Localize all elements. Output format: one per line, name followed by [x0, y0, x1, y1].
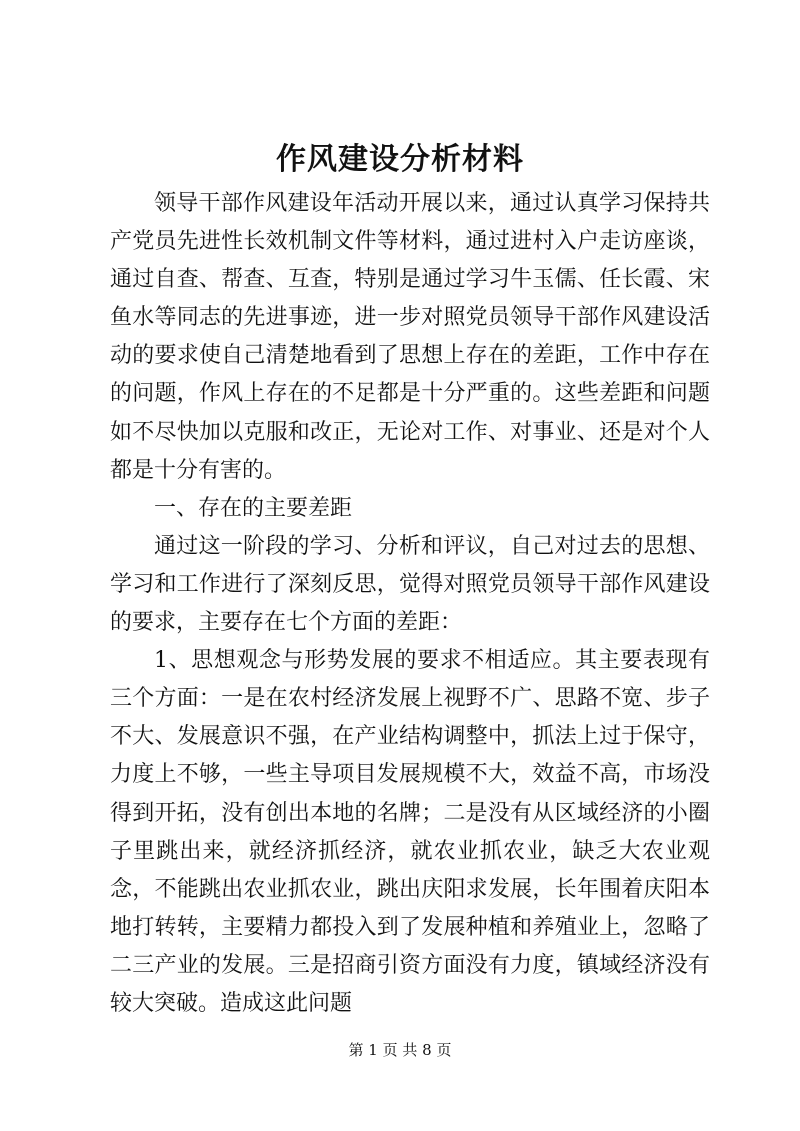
- document-title: 作风建设分析材料: [276, 142, 524, 177]
- paragraph-intro: 领导干部作风建设年活动开展以来，通过认真学习保持共产党员先进性长效机制文件等材料，通过进村入户走访座谈，通过自查、帮查、互查，特别是通过学习牛玉儒、任长霞、宋鱼水等同志的先进事迹，进一步对照党员领导干部作风建设活动的要求使自己清楚地看到了思想上存在的差距，工作中存在的问题，作风上存在的不足都是十分严重的。这些差距和问题如不尽快加以克服和改正，无论对工作、对事业、还是对个人都是十分有害的。: [110, 191, 710, 483]
- section-heading: 一、存在的主要差距: [154, 495, 353, 521]
- page-footer: 第 1 页 共 8 页: [348, 1041, 452, 1059]
- paragraph-overview: 通过这一阶段的学习、分析和评议，自己对过去的思想、学习和工作进行了深刻反思，觉得对照党员领导干部作风建设的要求，主要存在七个方面的差距：: [110, 533, 710, 636]
- paragraph-item-1: 1、思想观念与形势发展的要求不相适应。其主要表现有三个方面：一是在农村经济发展上视野不广、思路不宽、步子不大、发展意识不强，在产业结构调整中，抓法上过于保守，力度上不够，一些主导项目发展规模不大，效益不高，市场没得到开拓，没有创出本地的名牌；二是没有从区域经济的小圈子里跳出来，就经济抓经济，就农业抓农业，缺乏大农业观念，不能跳出农业抓农业，跳出庆阳求发展，长年围着庆阳本地打转转，主要精力都投入到了发展种植和养殖业上，忽略了二三产业的发展。三是招商引资方面没有力度，镇域经济没有较大突破。造成这此问题: [110, 648, 710, 1016]
- document-body: [110, 185, 710, 1023]
